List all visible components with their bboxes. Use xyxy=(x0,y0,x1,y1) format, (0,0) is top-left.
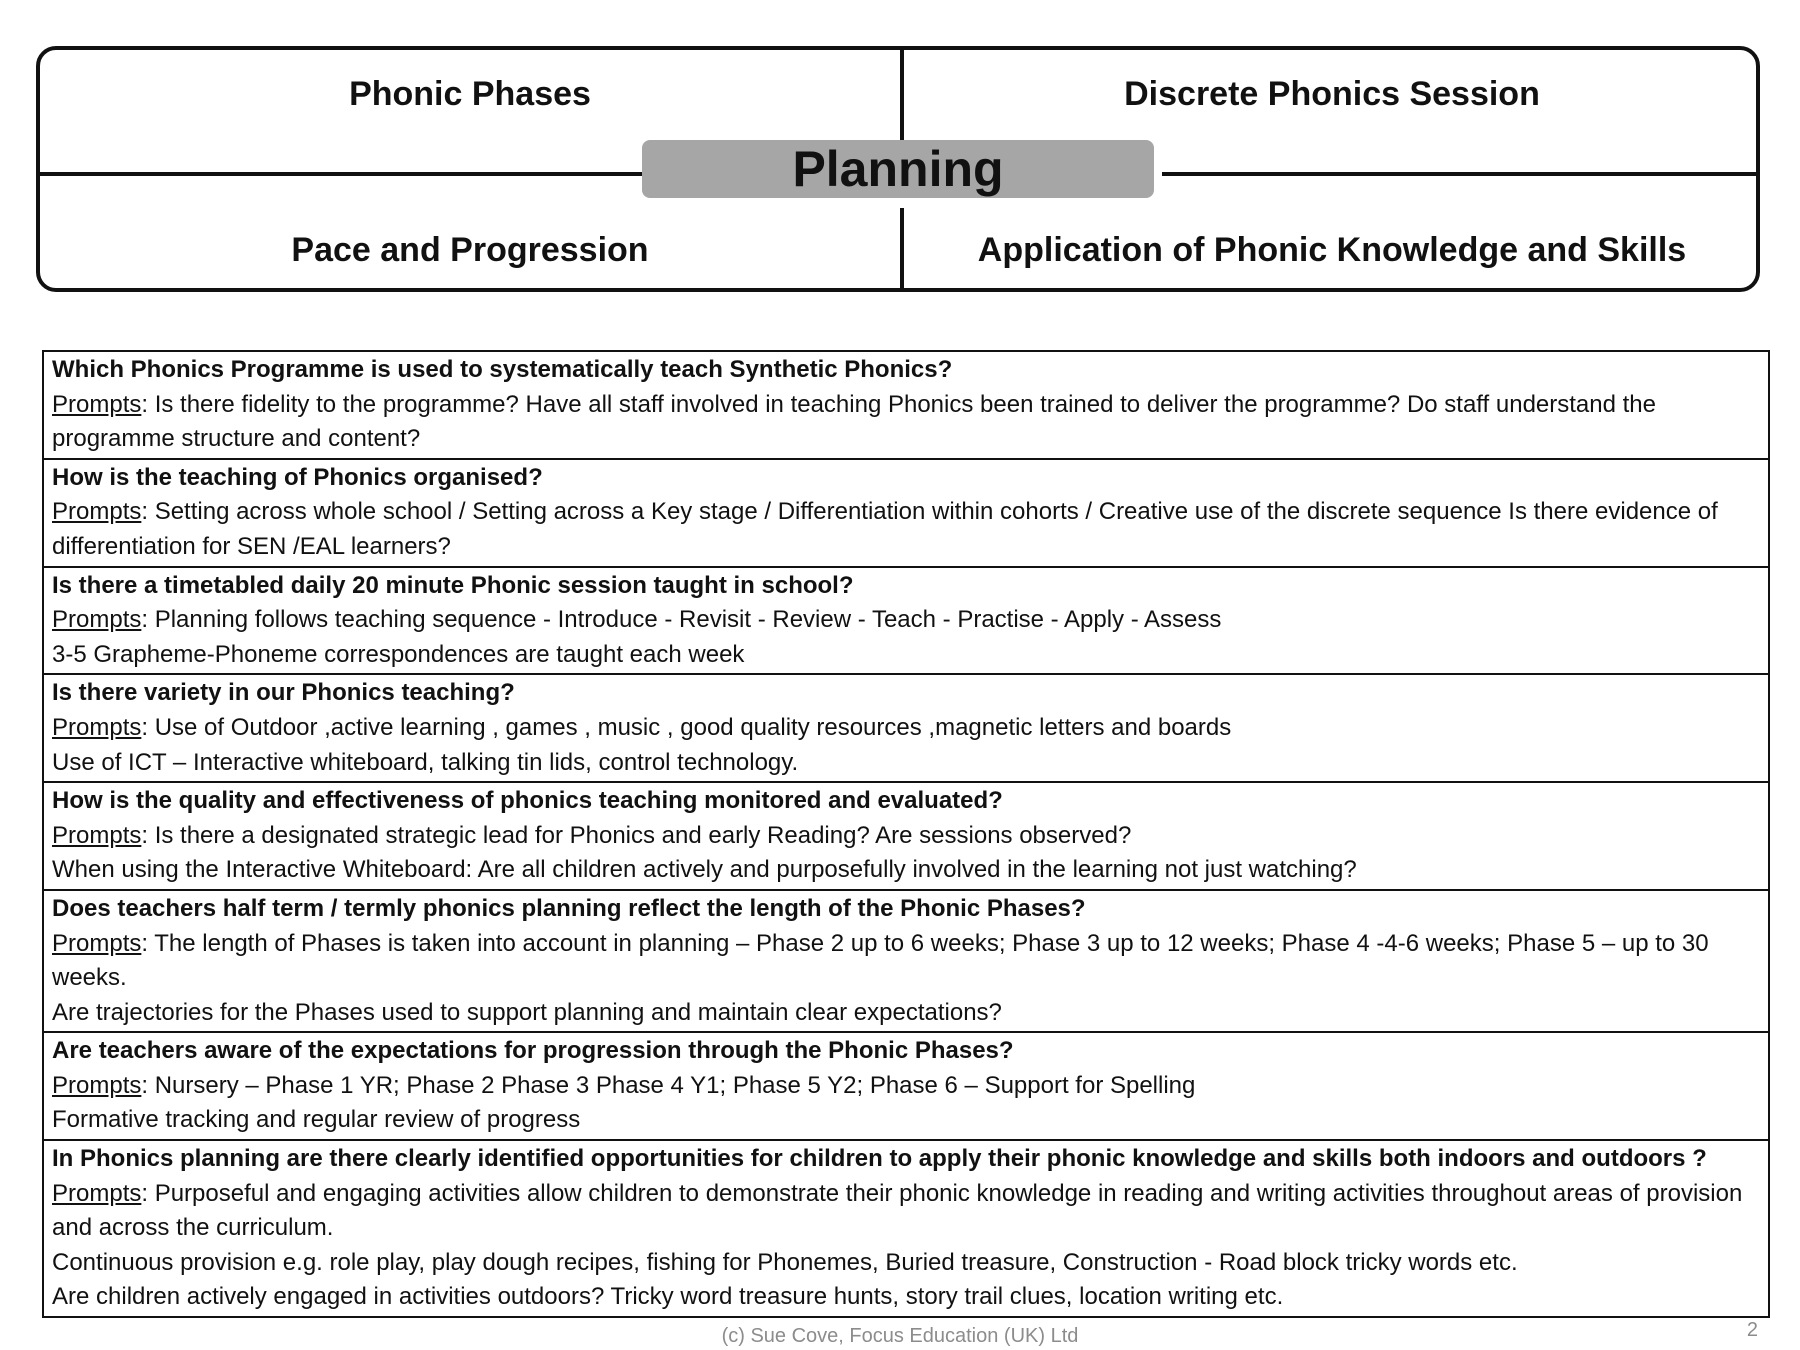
question-prompt xyxy=(52,495,1762,564)
page-number: 2 xyxy=(1746,1319,1758,1341)
prompt-text: : Planning follows teaching sequence - Introduce - Revisit - Review - Teach - Practise - Apply - Assess xyxy=(141,606,1222,634)
header-discrete-phonics-session: Discrete Phonics Session xyxy=(1124,75,1540,113)
prompts-label: Prompts xyxy=(52,498,142,526)
question-row xyxy=(44,781,1768,889)
question-extra-line: 3-5 Grapheme-Phoneme correspondences are taught each week xyxy=(52,640,745,668)
prompts-label: Prompts xyxy=(52,1071,142,1099)
question-row xyxy=(44,566,1768,674)
question-title: Is there a timetabled daily 20 minute Phonic session taught in school? xyxy=(52,571,854,599)
question-prompt xyxy=(52,1069,1762,1104)
prompts-label: Prompts xyxy=(52,1179,142,1207)
prompts-label: Prompts xyxy=(52,713,142,741)
page-title-planning: Planning xyxy=(642,140,1154,198)
question-prompt xyxy=(52,603,1762,638)
header-phonic-phases: Phonic Phases xyxy=(349,75,591,113)
question-title: How is the teaching of Phonics organised? xyxy=(52,463,543,491)
question-prompt xyxy=(52,819,1762,854)
prompt-text: : Use of Outdoor ,active learning , games , music , good quality resources ,magnetic letters and boards xyxy=(141,713,1232,741)
question-prompt xyxy=(52,927,1762,996)
question-title: Does teachers half term / termly phonics planning reflect the length of the Phonic Phases? xyxy=(52,894,1086,922)
header-divider-horizontal-left xyxy=(40,172,644,176)
question-row xyxy=(44,673,1768,781)
prompt-text: : The length of Phases is taken into account in planning – Phase 2 up to 6 weeks; Phase 3 up to 12 weeks; Phase 4 -4-6 weeks; Phase 5 – up to 30 weeks. xyxy=(52,929,1709,992)
prompts-label: Prompts xyxy=(52,606,142,634)
question-extra-line: Use of ICT – Interactive whiteboard, talking tin lids, control technology. xyxy=(52,748,799,776)
prompt-text: : Is there fidelity to the programme? Have all staff involved in teaching Phonics been trained to deliver the programme? Do staff understand the programme structure and content? xyxy=(52,390,1656,453)
question-row xyxy=(44,889,1768,1031)
prompt-text: : Nursery – Phase 1 YR; Phase 2 Phase 3 Phase 4 Y1; Phase 5 Y2; Phase 6 – Support for Spelling xyxy=(141,1071,1196,1099)
question-extra-line: Formative tracking and regular review of progress xyxy=(52,1106,581,1134)
question-row xyxy=(44,352,1768,458)
question-extra-line: Are children actively engaged in activities outdoors? Tricky word treasure hunts, story trail clues, location writing etc. xyxy=(52,1283,1284,1311)
question-title: Which Phonics Programme is used to systematically teach Synthetic Phonics? xyxy=(52,356,953,383)
question-title: Are teachers aware of the expectations for progression through the Phonic Phases? xyxy=(52,1037,1014,1065)
question-row xyxy=(44,458,1768,566)
prompts-label: Prompts xyxy=(52,390,142,418)
question-title: In Phonics planning are there clearly identified opportunities for children to apply their phonic knowledge and skills both indoors and outdoors ? xyxy=(52,1145,1707,1173)
question-extra-line: Continuous provision e.g. role play, play dough recipes, fishing for Phonemes, Buried treasure, Construction - Road block tricky words etc. xyxy=(52,1248,1518,1276)
question-title: Is there variety in our Phonics teaching? xyxy=(52,679,515,707)
header-divider-horizontal-right xyxy=(1162,172,1760,176)
prompt-text: : Setting across whole school / Setting across a Key stage / Differentiation within cohorts / Creative use of the discrete sequence Is there evidence of differentiation for SEN /EAL learners? xyxy=(52,498,1718,560)
question-title: How is the quality and effectiveness of phonics teaching monitored and evaluated? xyxy=(52,787,1003,815)
question-prompt xyxy=(52,388,1762,457)
header-application-of-phonic-knowledge: Application of Phonic Knowledge and Skills xyxy=(977,231,1687,269)
question-extra-line: When using the Interactive Whiteboard: Are all children actively and purposefully involved in the learning not just watching? xyxy=(52,856,1357,884)
question-row xyxy=(44,1031,1768,1139)
footer-copyright: (c) Sue Cove, Focus Education (UK) Ltd xyxy=(721,1325,1079,1347)
question-extra-line: Are trajectories for the Phases used to support planning and maintain clear expectations? xyxy=(52,998,1002,1026)
question-prompt xyxy=(52,1177,1762,1246)
question-prompt xyxy=(52,711,1762,746)
prompts-label: Prompts xyxy=(52,929,142,957)
header-pace-and-progression: Pace and Progression xyxy=(291,231,649,269)
question-table xyxy=(42,350,1770,1318)
question-row xyxy=(44,1139,1768,1316)
prompt-text: : Is there a designated strategic lead for Phonics and early Reading? Are sessions observed? xyxy=(141,821,1132,849)
prompt-text: : Purposeful and engaging activities allow children to demonstrate their phonic knowledge in reading and writing activities throughout areas of provision and across the curriculum. xyxy=(52,1179,1743,1242)
prompts-label: Prompts xyxy=(52,821,142,849)
